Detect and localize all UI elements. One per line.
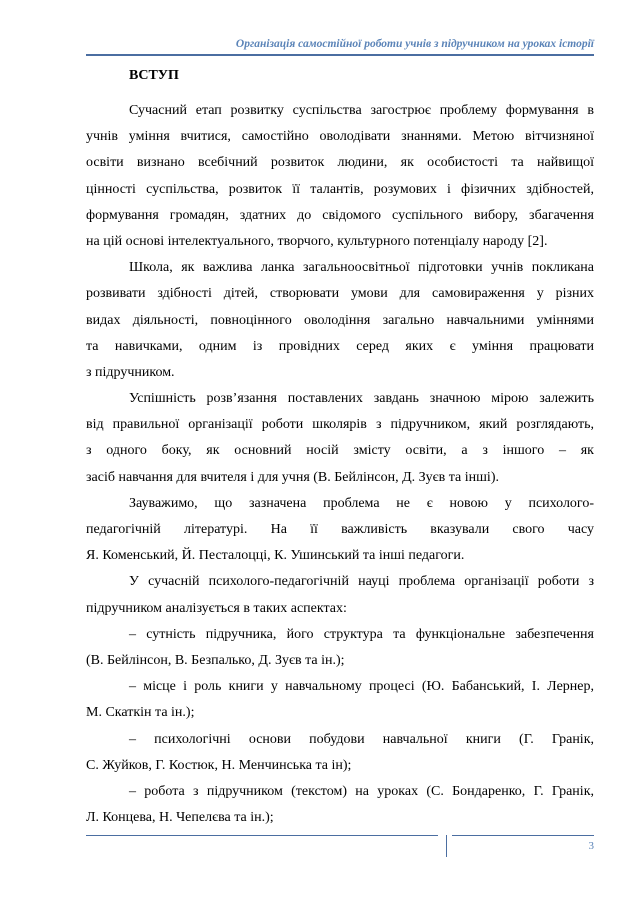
text-line: Школа, як важлива ланка загальноосвітньої підготовки учнів покликана — [129, 260, 594, 276]
section-title: ВСТУП — [129, 68, 179, 83]
body-text — [86, 98, 594, 831]
running-header: Організація самостійної роботи учнів з підручником на уроках історії — [235, 38, 594, 50]
text-line: С. Жуйков, Г. Костюк, Н. Менчинська та ін); — [86, 757, 352, 773]
text-line: – місце і роль книги у навчальному процесі (Ю. Бабанський, І. Лернер, — [129, 679, 594, 695]
text-line: Зауважимо, що зазначена проблема не є новою у психолого- — [129, 495, 594, 511]
text-line: Л. Концева, Н. Чепелєва та ін.); — [86, 810, 274, 826]
text-line: – сутність підручника, його структура та функціональне забезпечення — [129, 626, 594, 642]
text-line: учнів уміння вчитися, самостійно оволодівати знаннями. Метою вітчизняної — [86, 129, 594, 145]
text-line: та навичками, одним із провідних серед яких є уміння працювати — [86, 338, 594, 354]
text-line: формування громадян, здатних до свідомого суспільного вибору, збагачення — [86, 207, 594, 223]
text-line: засіб навчання для вчителя і для учня (В. Бейлінсон, Д. Зуєв та інші). — [86, 469, 499, 485]
text-line: цінності суспільства, розвиток її талантів, розумових і фізичних здібностей, — [86, 181, 594, 197]
header-rule — [86, 54, 594, 56]
text-line: Я. Коменський, Й. Песталоцці, К. Ушинський та інші педагоги. — [86, 548, 465, 564]
footer-rule-right — [452, 835, 594, 836]
text-line: педагогічній літературі. На її важливість вказували свого часу — [86, 522, 594, 537]
text-line: (В. Бейлінсон, В. Безпалько, Д. Зуєв та ін.); — [86, 652, 345, 668]
text-line: М. Скаткін та ін.); — [86, 705, 195, 721]
text-line: з одного боку, як основний носій змісту освіти, а з іншого – як — [86, 443, 594, 459]
text-line: підручником аналізується в таких аспектах: — [86, 600, 347, 616]
text-line: Успішність розв’язання поставлених завдань значною мірою залежить — [129, 391, 594, 407]
text-line: Сучасний етап розвитку суспільства загострює проблему формування в — [129, 103, 594, 118]
text-line: освіти визнано всебічний розвиток людини, як особистості та найвищої — [86, 155, 594, 171]
text-line: видах діяльності, повноцінного оволодіння загально навчальними уміннями — [86, 312, 594, 328]
text-line: – робота з підручником (текстом) на уроках (С. Бондаренко, Г. Гранік, — [129, 783, 594, 799]
text-line: з підручником. — [86, 364, 175, 380]
text-line: – психологічні основи побудови навчальної книги (Г. Гранік, — [129, 731, 594, 747]
page-number: 3 — [588, 840, 594, 852]
text-line: на цій основі інтелектуального, творчого, культурного потенціалу народу [2]. — [86, 233, 548, 249]
text-line: розвивати здібності дітей, створювати умови для самовираження у різних — [86, 286, 594, 302]
text-line: від правильної організації роботи школярів з підручником, який розглядають, — [86, 417, 594, 433]
text-line: У сучасній психолого-педагогічній науці проблема організації роботи з — [129, 574, 594, 590]
footer-rule — [86, 835, 438, 836]
footer-separator — [446, 835, 447, 857]
